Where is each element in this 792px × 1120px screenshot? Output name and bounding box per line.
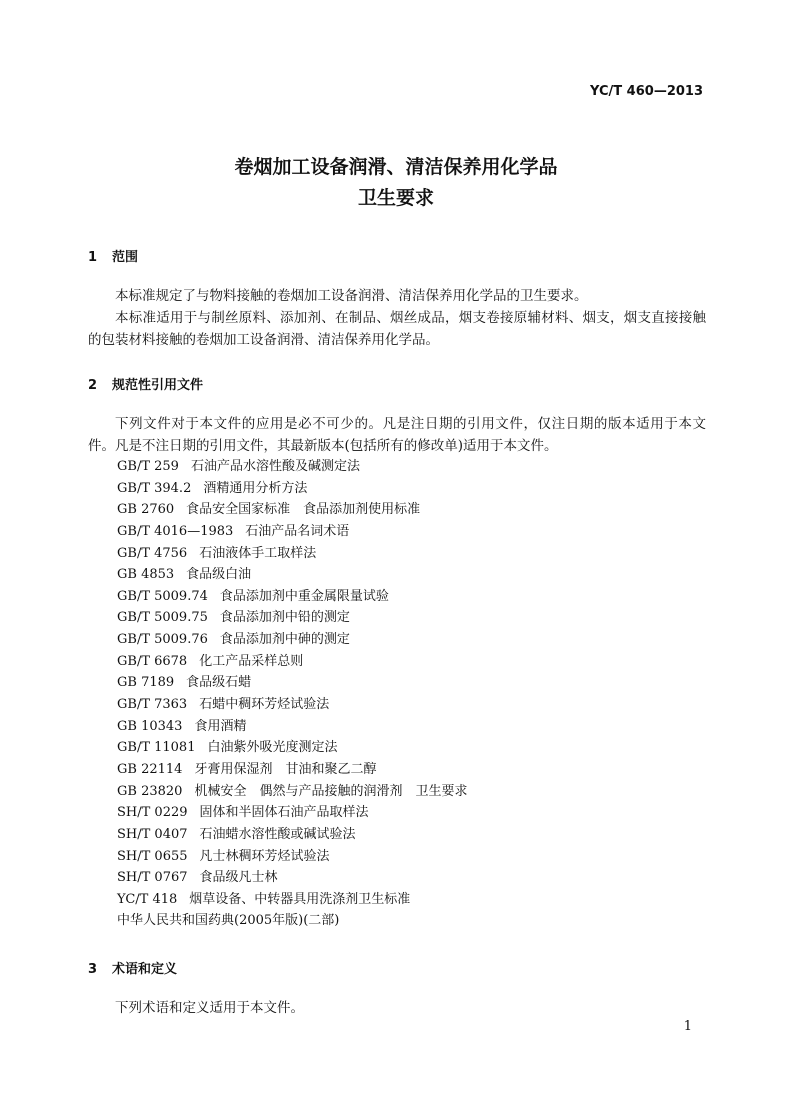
- reference-item: [117, 456, 467, 478]
- reference-item: [117, 672, 467, 694]
- reference-title: 机械安全 偶然与产品接触的润滑剂 卫生要求: [194, 783, 468, 799]
- section-2-paragraph-1: 下列文件对于本文件的应用是必不可少的。凡是注日期的引用文件，仅注日期的版本适用于本文件。凡是不注日期的引用文件，其最新版本(包括所有的修改单)适用于本文件。: [88, 416, 706, 454]
- document-title-line2: 卫生要求: [357, 187, 434, 209]
- reference-code: GB/T 6678: [117, 653, 188, 669]
- reference-code: GB/T 5009.74: [117, 588, 208, 604]
- section-title: 规范性引用文件: [112, 378, 204, 393]
- document-title-line1: 卷烟加工设备润滑、清洁保养用化学品: [234, 156, 558, 178]
- reference-item: [117, 478, 467, 500]
- reference-title: 牙膏用保湿剂 甘油和聚乙二醇: [194, 761, 377, 777]
- reference-code: SH/T 0229: [117, 805, 188, 821]
- section-number: 3: [88, 962, 98, 977]
- reference-item: [117, 521, 467, 543]
- reference-code: GB 22114: [117, 761, 183, 777]
- reference-code: GB/T 4016—1983: [117, 523, 234, 539]
- section-1-heading: [88, 246, 138, 265]
- reference-code: GB 2760: [117, 502, 175, 518]
- section-title: 范围: [112, 250, 139, 265]
- section-2-heading: [88, 374, 203, 393]
- reference-code: SH/T 0767: [117, 870, 188, 886]
- reference-code: GB 4853: [117, 567, 175, 583]
- reference-title: 烟草设备、中转器具用洗涤剂卫生标准: [189, 891, 411, 907]
- reference-code: GB/T 394.2: [117, 480, 192, 496]
- reference-title: 凡士林稠环芳烃试验法: [199, 848, 330, 864]
- reference-item: [117, 759, 467, 781]
- section-number: 2: [88, 378, 98, 393]
- reference-title: 石油蜡水溶性酸或碱试验法: [199, 826, 356, 842]
- reference-title: 食品级凡士林: [199, 870, 278, 886]
- normative-reference-list: [117, 456, 467, 932]
- section-3-heading: [88, 958, 177, 977]
- reference-title: 食用酒精: [194, 718, 247, 734]
- reference-title: 固体和半固体石油产品取样法: [199, 805, 369, 821]
- reference-item: [117, 824, 467, 846]
- reference-code: SH/T 0655: [117, 848, 188, 864]
- reference-code: SH/T 0407: [117, 826, 188, 842]
- section-number: 1: [88, 250, 98, 265]
- reference-code: GB/T 5009.75: [117, 610, 208, 626]
- reference-title: 化工产品采样总则: [199, 653, 304, 669]
- reference-code: GB 7189: [117, 675, 175, 691]
- reference-item: [117, 586, 467, 608]
- reference-code: GB/T 5009.76: [117, 632, 208, 648]
- reference-item: [117, 651, 467, 673]
- reference-code: GB/T 259: [117, 459, 179, 474]
- reference-item: [117, 867, 467, 889]
- section-3-paragraph-1: 下列术语和定义适用于本文件。: [115, 1000, 304, 1016]
- section-title: 术语和定义: [112, 962, 178, 977]
- reference-item: [117, 694, 467, 716]
- reference-title: 食品添加剂中重金属限量试验: [219, 588, 389, 604]
- reference-item: [117, 499, 467, 521]
- reference-code: GB/T 11081: [117, 740, 196, 756]
- reference-title: 食品级石蜡: [186, 675, 252, 691]
- reference-title: 食品级白油: [186, 567, 252, 583]
- reference-code: YC/T 418: [117, 891, 178, 907]
- reference-item: [117, 543, 467, 565]
- reference-title: 酒精通用分析方法: [203, 480, 308, 496]
- reference-code: GB 23820: [117, 783, 183, 799]
- reference-title: 石油产品名词术语: [245, 523, 350, 539]
- reference-item: [117, 781, 467, 803]
- reference-title: 食品安全国家标准 食品添加剂使用标准: [186, 502, 421, 518]
- reference-item: [117, 889, 467, 911]
- reference-item: [117, 802, 467, 824]
- reference-item: [117, 716, 467, 738]
- reference-item: [117, 737, 467, 759]
- section-1-paragraph-1: 本标准规定了与物料接触的卷烟加工设备润滑、清洁保养用化学品的卫生要求。: [115, 288, 588, 304]
- reference-title: 食品添加剂中铅的测定: [219, 610, 350, 626]
- reference-code: GB/T 7363: [117, 697, 188, 713]
- reference-item: [117, 607, 467, 629]
- reference-item: [117, 629, 467, 651]
- reference-item: [117, 846, 467, 868]
- reference-code: GB/T 4756: [117, 545, 188, 561]
- standard-code: YC/T 460—2013: [590, 84, 703, 99]
- reference-title: 中华人民共和国药典(2005年版)(二部): [117, 913, 340, 929]
- reference-title: 石蜡中稠环芳烃试验法: [199, 697, 330, 713]
- section-1-paragraph-2: 本标准适用于与制丝原料、添加剂、在制品、烟丝成品，烟支卷接原辅材料、烟支，烟支直接接触的包装材料接触的卷烟加工设备润滑、清洁保养用化学品。: [88, 310, 706, 348]
- page-number: 1: [683, 1019, 692, 1034]
- reference-item: [117, 910, 467, 932]
- reference-title: 石油液体手工取样法: [199, 545, 317, 561]
- reference-item: [117, 564, 467, 586]
- reference-title: 石油产品水溶性酸及碱测定法: [190, 459, 360, 474]
- reference-title: 白油紫外吸光度测定法: [207, 740, 338, 756]
- reference-code: GB 10343: [117, 718, 183, 734]
- reference-title: 食品添加剂中砷的测定: [219, 632, 350, 648]
